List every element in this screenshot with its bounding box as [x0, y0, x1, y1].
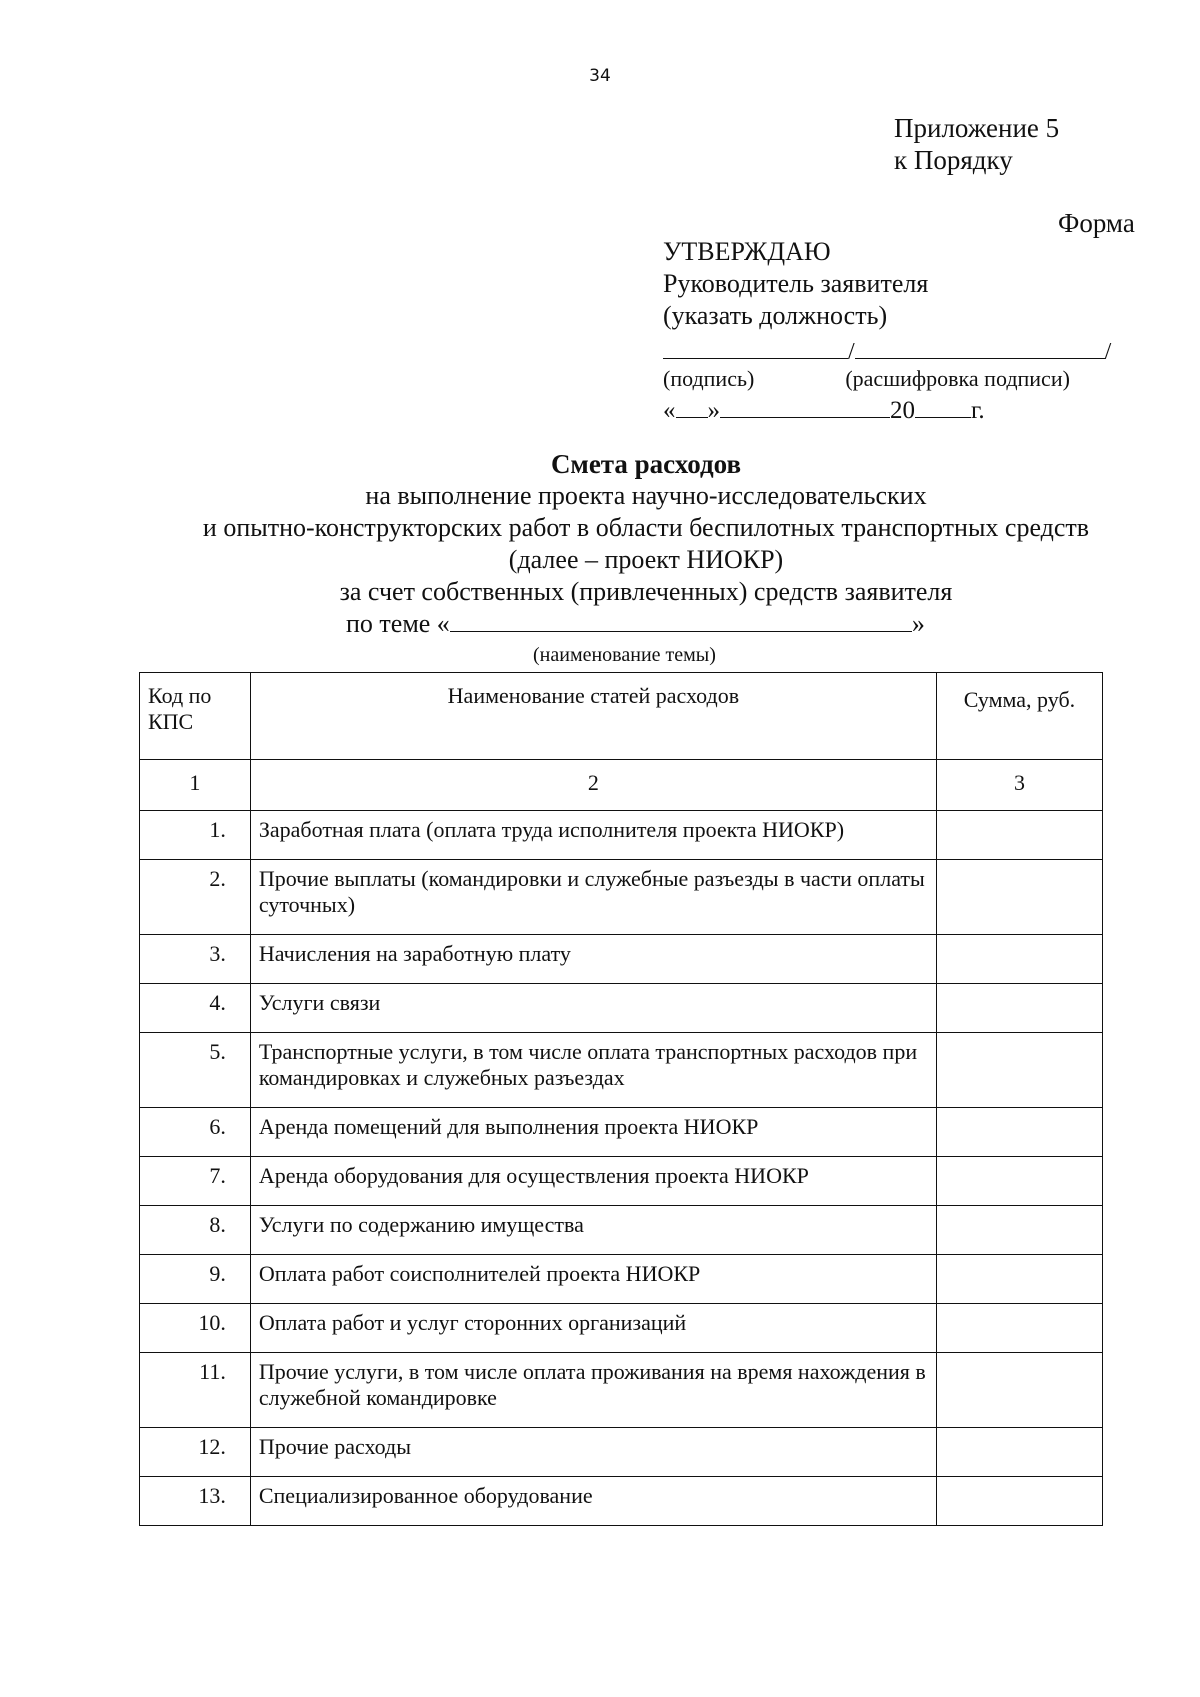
row-code: 4. — [140, 984, 251, 1033]
topic-blank — [450, 609, 912, 632]
row-code: 8. — [140, 1206, 251, 1255]
date-line — [663, 395, 985, 425]
table-row — [140, 1206, 1103, 1255]
table-row — [140, 1033, 1103, 1108]
column-number-3: 3 — [936, 760, 1102, 811]
title-line-1: на выполнение проекта научно-исследовательских — [365, 481, 927, 510]
table-header-row — [140, 673, 1103, 760]
table-row — [140, 1353, 1103, 1428]
title-line-4: за счет собственных (привлеченных) средств заявителя — [339, 577, 953, 606]
table-row — [140, 1255, 1103, 1304]
header-code — [140, 673, 251, 760]
topic-prefix: по теме « — [346, 609, 450, 638]
topic-suffix: » — [911, 609, 925, 638]
form-label: Форма — [1058, 208, 1135, 238]
row-name: Специализированное оборудование — [250, 1477, 936, 1526]
row-sum[interactable] — [936, 1033, 1102, 1108]
cost-estimate-table — [139, 672, 1103, 1526]
date-quote-close: » — [707, 397, 720, 424]
signature-decode-blank — [855, 336, 1105, 359]
approval-block — [663, 236, 928, 332]
title-line-2: и опытно-конструкторских работ в области беспилотных транспортных средств — [202, 513, 1090, 542]
date-year-suffix: г. — [971, 397, 985, 424]
table-row — [140, 935, 1103, 984]
row-code: 10. — [140, 1304, 251, 1353]
appendix-line-1: Приложение 5 — [894, 113, 1060, 143]
column-number-row — [140, 760, 1103, 811]
table-row — [140, 1428, 1103, 1477]
row-code: 13. — [140, 1477, 251, 1526]
row-sum[interactable] — [936, 1206, 1102, 1255]
signature-line — [663, 336, 1111, 366]
table-row — [140, 1477, 1103, 1526]
row-name: Аренда оборудования для осуществления проекта НИОКР — [250, 1157, 936, 1206]
row-sum[interactable] — [936, 1304, 1102, 1353]
row-code: 12. — [140, 1428, 251, 1477]
row-name: Услуги связи — [250, 984, 936, 1033]
approve-heading: УТВЕРЖДАЮ — [663, 237, 831, 266]
row-code: 9. — [140, 1255, 251, 1304]
row-sum[interactable] — [936, 811, 1102, 860]
row-name: Заработная плата (оплата труда исполнителя проекта НИОКР) — [250, 811, 936, 860]
signature-slash-1: / — [848, 339, 855, 365]
document-title-block — [0, 448, 1200, 608]
row-name: Прочие расходы — [250, 1428, 936, 1477]
row-name: Оплата работ и услуг сторонних организаций — [250, 1304, 936, 1353]
table-row — [140, 860, 1103, 935]
table-row — [140, 811, 1103, 860]
row-sum[interactable] — [936, 860, 1102, 935]
table-row — [140, 1108, 1103, 1157]
header-name: Наименование статей расходов — [250, 673, 936, 760]
row-name: Оплата работ соисполнителей проекта НИОКР — [250, 1255, 936, 1304]
row-sum[interactable] — [936, 935, 1102, 984]
row-sum[interactable] — [936, 1477, 1102, 1526]
header-sum: Сумма, руб. — [936, 673, 1102, 760]
date-year-prefix: 20 — [890, 397, 915, 424]
row-code: 2. — [140, 860, 251, 935]
row-name: Прочие выплаты (командировки и служебные разъезды в части оплаты суточных) — [250, 860, 936, 935]
row-code: 6. — [140, 1108, 251, 1157]
date-year-blank — [915, 395, 971, 418]
date-month-blank — [720, 395, 890, 418]
table-row — [140, 984, 1103, 1033]
document-title: Смета расходов — [550, 449, 742, 479]
table-row — [140, 1304, 1103, 1353]
row-sum[interactable] — [936, 1353, 1102, 1428]
row-code: 11. — [140, 1353, 251, 1428]
row-name: Услуги по содержанию имущества — [250, 1206, 936, 1255]
date-quote-open: « — [663, 397, 676, 424]
row-sum[interactable] — [936, 1255, 1102, 1304]
date-day-blank — [676, 395, 708, 418]
topic-caption: (наименование темы) — [533, 644, 716, 666]
decode-caption: (расшифровка подписи) — [845, 366, 1070, 391]
approver-position-hint: (указать должность) — [663, 301, 888, 330]
header-code-line-2: КПС — [148, 709, 194, 734]
row-sum[interactable] — [936, 984, 1102, 1033]
topic-line — [346, 609, 925, 639]
signature-caption: (подпись) — [663, 366, 755, 391]
signature-slash-2: / — [1104, 339, 1112, 365]
signature-captions — [663, 366, 1070, 392]
page-number: 34 — [589, 66, 611, 86]
row-name: Начисления на заработную плату — [250, 935, 936, 984]
row-sum[interactable] — [936, 1428, 1102, 1477]
row-name: Транспортные услуги, в том числе оплата транспортных расходов при командировках и служебных разъездах — [250, 1033, 936, 1108]
row-sum[interactable] — [936, 1108, 1102, 1157]
column-number-2: 2 — [250, 760, 936, 811]
row-sum[interactable] — [936, 1157, 1102, 1206]
title-line-3: (далее – проект НИОКР) — [508, 545, 784, 574]
column-number-1: 1 — [140, 760, 251, 811]
header-code-line-1: Код по — [148, 683, 212, 708]
row-name: Аренда помещений для выполнения проекта НИОКР — [250, 1108, 936, 1157]
signature-blank — [663, 336, 848, 359]
appendix-line-2: к Порядку — [894, 145, 1013, 175]
row-code: 7. — [140, 1157, 251, 1206]
table-row — [140, 1157, 1103, 1206]
appendix-reference — [894, 112, 1059, 176]
row-code: 3. — [140, 935, 251, 984]
approver-title: Руководитель заявителя — [663, 269, 929, 298]
row-code: 1. — [140, 811, 251, 860]
row-code: 5. — [140, 1033, 251, 1108]
row-name: Прочие услуги, в том числе оплата проживания на время нахождения в служебной командировке — [250, 1353, 936, 1428]
